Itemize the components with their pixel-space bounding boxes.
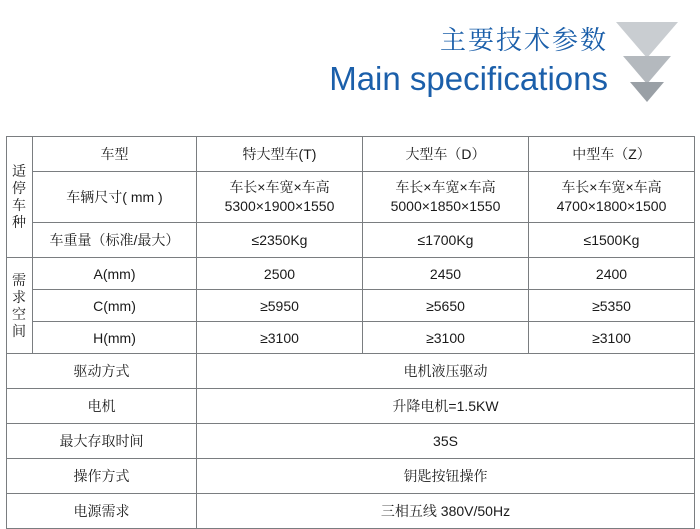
cell-dimensions-t: 车长×车宽×车高 5300×1900×1550 — [197, 172, 363, 223]
chevron-down-icon — [616, 22, 678, 108]
cell-c-t: ≥5950 — [197, 290, 363, 322]
cell-h-z: ≥3100 — [529, 322, 695, 354]
column-header-model: 车型 — [33, 137, 197, 172]
cell-c-d: ≥5650 — [363, 290, 529, 322]
cell-drive-mode-value: 电机液压驱动 — [197, 354, 695, 389]
header-titles — [329, 24, 608, 100]
table-row — [7, 223, 695, 258]
table-row — [7, 258, 695, 290]
row-label-a: A(mm) — [33, 258, 197, 290]
row-label-power-requirement: 电源需求 — [7, 494, 197, 529]
row-label-motor: 电机 — [7, 389, 197, 424]
table-row — [7, 290, 695, 322]
row-label-c: C(mm) — [33, 290, 197, 322]
table-row — [7, 137, 695, 172]
column-header-d: 大型车（D） — [363, 137, 529, 172]
cell-dimensions-d: 车长×车宽×车高 5000×1850×1550 — [363, 172, 529, 223]
cell-dimensions-z: 车长×车宽×车高 4700×1800×1500 — [529, 172, 695, 223]
table-row — [7, 389, 695, 424]
cell-c-z: ≥5350 — [529, 290, 695, 322]
cell-h-t: ≥3100 — [197, 322, 363, 354]
page-title-en: Main specifications — [329, 60, 608, 97]
row-label-weight: 车重量（标准/最大） — [33, 223, 197, 258]
specifications-table — [6, 136, 695, 529]
table-row — [7, 172, 695, 223]
table-row — [7, 459, 695, 494]
table-row — [7, 322, 695, 354]
cell-max-access-time-value: 35S — [197, 424, 695, 459]
row-label-max-access-time: 最大存取时间 — [7, 424, 197, 459]
cell-a-z: 2400 — [529, 258, 695, 290]
cell-weight-t: ≤2350Kg — [197, 223, 363, 258]
side-label-space: 需求空间 — [7, 258, 33, 354]
chevron-segment-3 — [630, 82, 664, 102]
table-row — [7, 354, 695, 389]
column-header-t: 特大型车(T) — [197, 137, 363, 172]
cell-power-requirement-value: 三相五线 380V/50Hz — [197, 494, 695, 529]
cell-h-d: ≥3100 — [363, 322, 529, 354]
specifications-table-wrapper — [6, 136, 694, 529]
row-label-h: H(mm) — [33, 322, 197, 354]
side-label-parking: 适停车种 — [7, 137, 33, 258]
page-title-cn: 主要技术参数 — [439, 25, 608, 55]
row-label-operation-mode: 操作方式 — [7, 459, 197, 494]
cell-operation-mode-value: 钥匙按钮操作 — [197, 459, 695, 494]
column-header-z: 中型车（Z） — [529, 137, 695, 172]
page-header — [0, 0, 700, 120]
chevron-segment-2 — [623, 56, 671, 84]
row-label-dimensions: 车辆尺寸( mm ) — [33, 172, 197, 223]
cell-weight-z: ≤1500Kg — [529, 223, 695, 258]
table-row — [7, 494, 695, 529]
cell-a-t: 2500 — [197, 258, 363, 290]
cell-motor-value: 升降电机=1.5KW — [197, 389, 695, 424]
cell-weight-d: ≤1700Kg — [363, 223, 529, 258]
chevron-segment-1 — [616, 22, 678, 58]
cell-a-d: 2450 — [363, 258, 529, 290]
row-label-drive-mode: 驱动方式 — [7, 354, 197, 389]
table-row — [7, 424, 695, 459]
